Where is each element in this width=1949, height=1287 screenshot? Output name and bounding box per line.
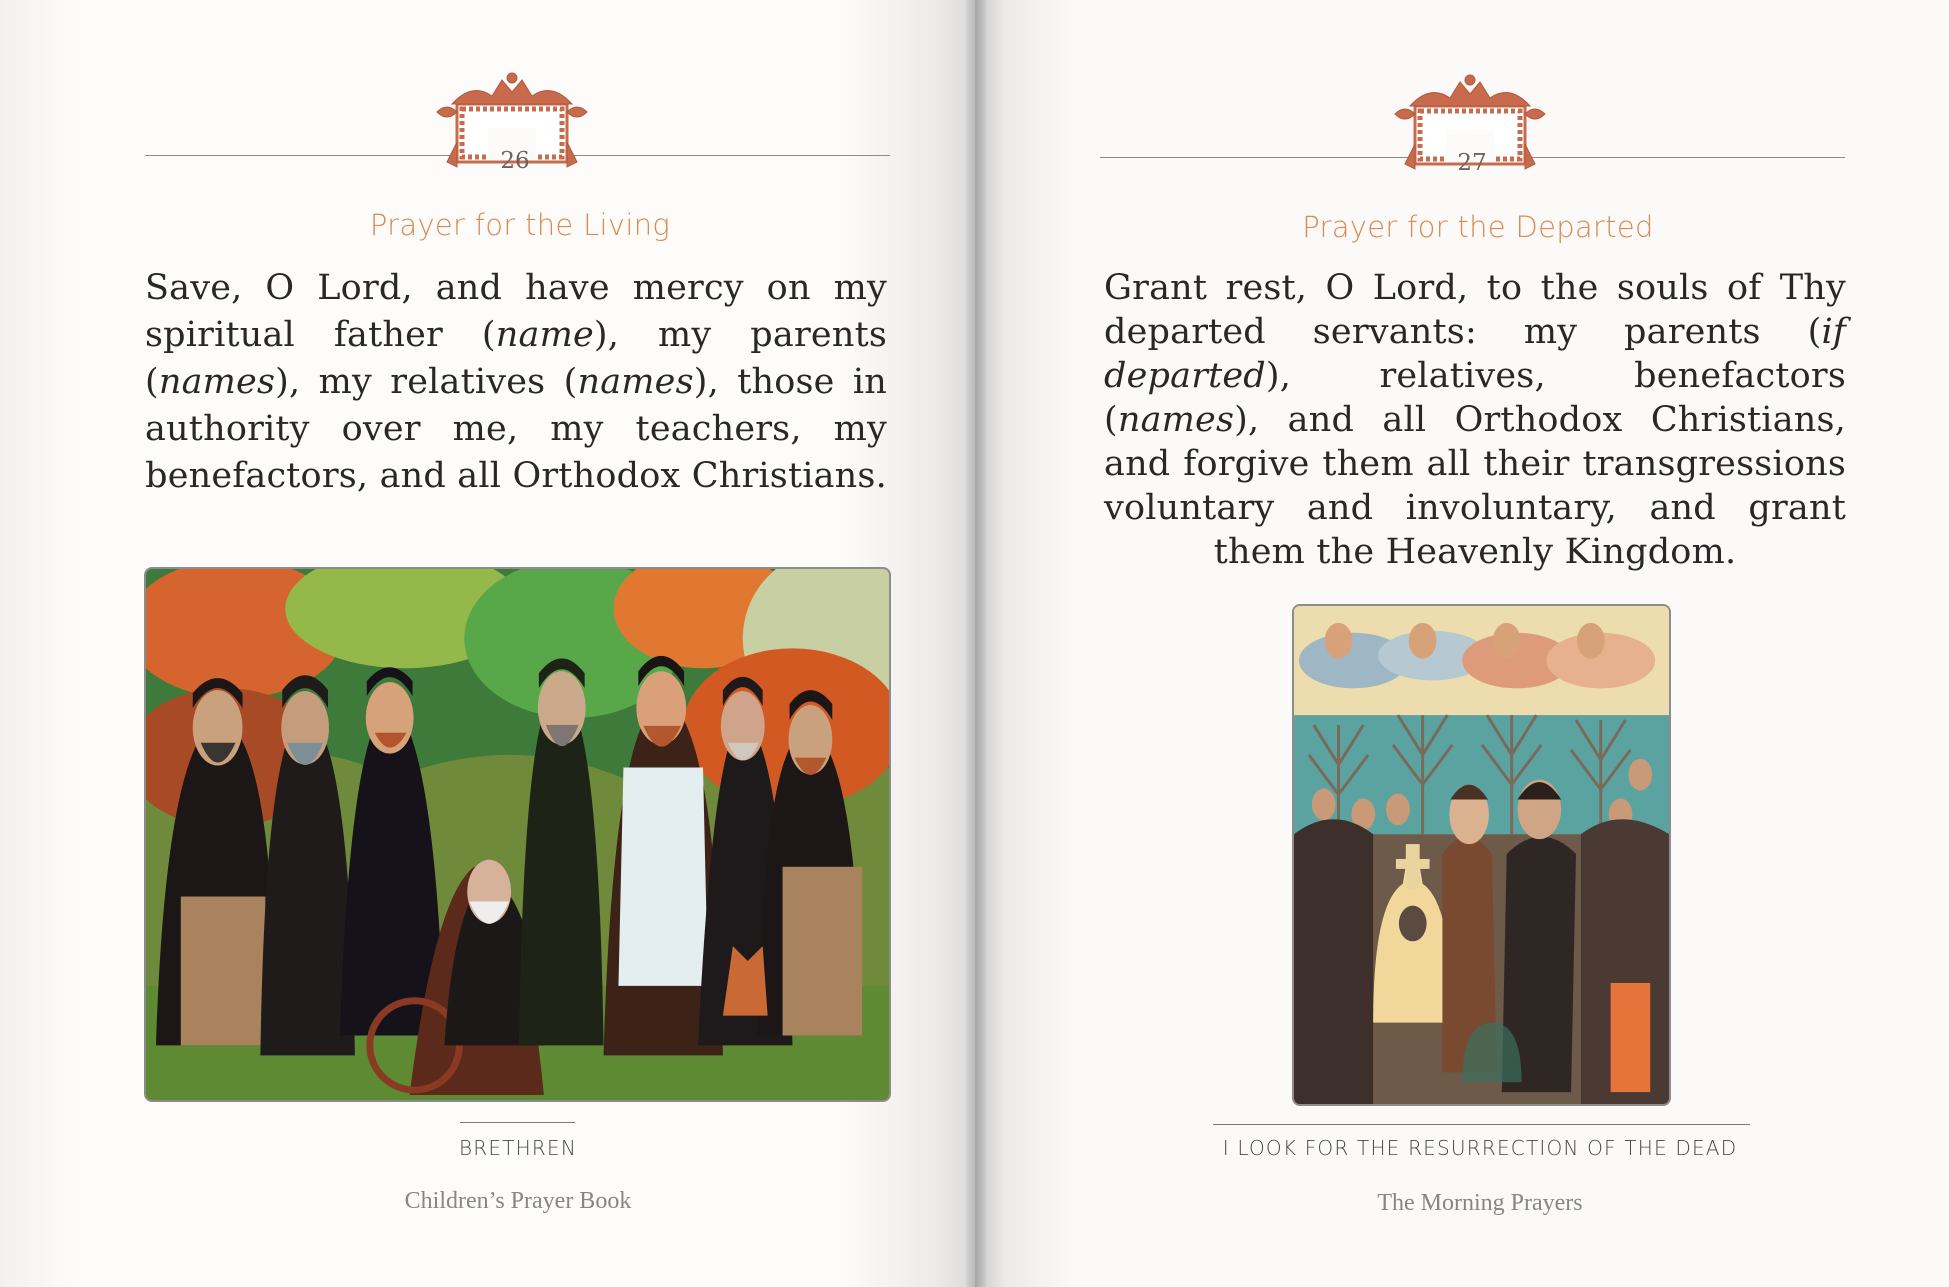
right-illustration-caption: I LOOK FOR THE RESURRECTION OF THE DEAD: [1222, 1136, 1738, 1160]
left-caption-rule: [460, 1122, 575, 1123]
right-prayer-text: [1104, 266, 1846, 574]
prayer-segment-italic: name: [495, 315, 594, 355]
right-page-title: Prayer for the Departed: [1302, 210, 1654, 244]
left-page-number: 26: [500, 148, 530, 174]
prayer-segment: ), my relatives (: [275, 362, 578, 402]
prayer-segment-italic: names: [1117, 400, 1235, 440]
prayer-segment-italic: names: [577, 362, 694, 402]
prayer-segment: ), relatives, benefactors (: [1104, 356, 1846, 440]
right-page-number: 27: [1457, 150, 1487, 176]
resurrection-painting: [1292, 604, 1671, 1106]
right-page-footer: The Morning Prayers: [1377, 1190, 1583, 1216]
left-prayer-text: [145, 265, 887, 500]
prayer-segment: Save, O Lord, and have mercy on my spiritual father (: [145, 268, 887, 355]
prayer-segment: ), those in authority over me, my teachers, my benefactors, and all Orthodox Christians.: [145, 362, 887, 496]
prayer-segment-italic: names: [158, 362, 276, 402]
book-gutter: [966, 0, 986, 1287]
prayer-segment-italic: if departed: [1104, 312, 1846, 396]
right-caption-rule: [1213, 1124, 1750, 1125]
left-illustration-caption: BRETHREN: [459, 1136, 577, 1160]
prayer-segment: Grant rest, O Lord, to the souls of Thy departed servants: my parents (: [1104, 268, 1846, 352]
prayer-segment: ), my parents (: [145, 315, 887, 402]
prayer-segment: ), and all Orthodox Christians, and forgive them all their transgressions voluntary and involuntary, and grant them the Heavenly Kingdom.: [1104, 400, 1846, 572]
left-page-title: Prayer for the Living: [369, 208, 671, 242]
left-page-footer: Children’s Prayer Book: [404, 1188, 632, 1214]
brethren-painting: [144, 567, 891, 1102]
